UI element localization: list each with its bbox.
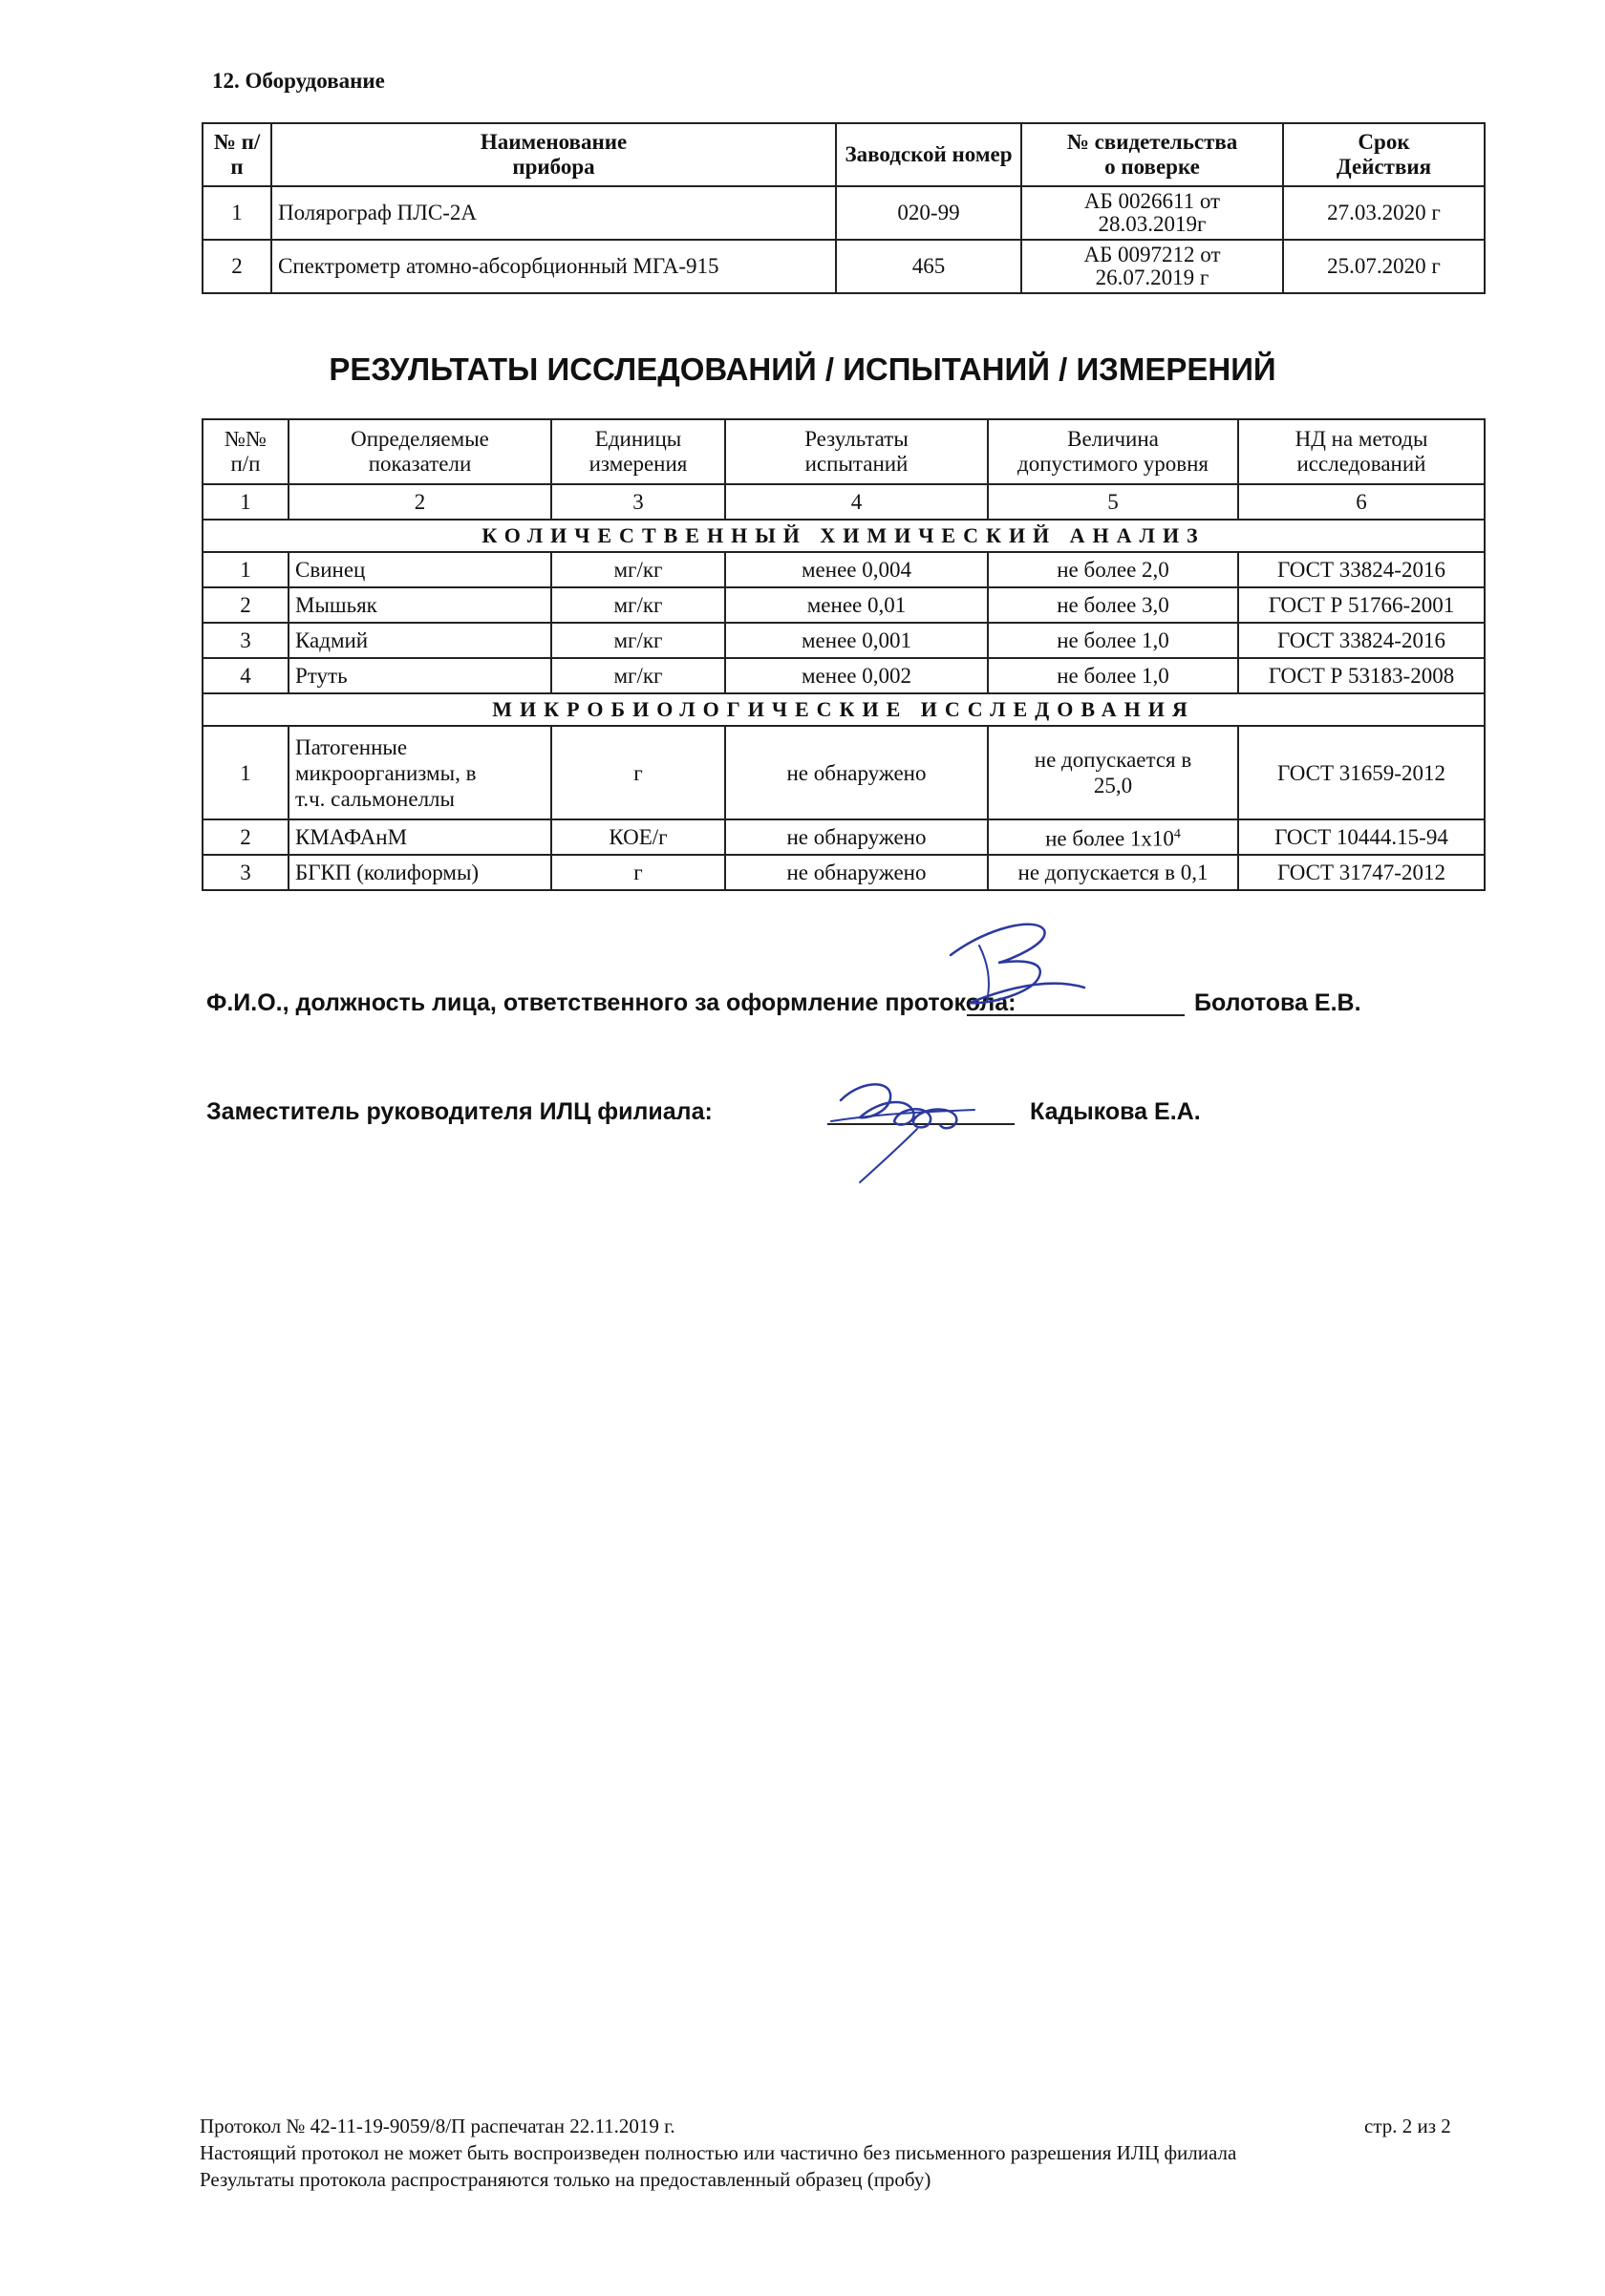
result-units: мг/кг — [551, 658, 725, 693]
result-units: мг/кг — [551, 587, 725, 623]
results-header-result: Результаты испытаний — [725, 419, 988, 484]
equipment-num: 2 — [203, 240, 271, 293]
deputy-signature — [822, 1062, 984, 1186]
page-number: стр. 2 из 2 — [1364, 2115, 1451, 2137]
result-indicator: Мышьяк — [289, 587, 551, 623]
table-row — [203, 819, 1485, 855]
equipment-header-num: № п/п — [203, 123, 271, 186]
result-method: ГОСТ Р 53183-2008 — [1238, 658, 1485, 693]
result-indicator: Ртуть — [289, 658, 551, 693]
column-number: 4 — [725, 484, 988, 520]
footer-protocol-line: Протокол № 42-11-19-9059/8/П распечатан 22.11.2019 г. — [200, 2115, 675, 2137]
result-method: ГОСТ 31659-2012 — [1238, 726, 1485, 819]
results-table — [202, 418, 1486, 891]
result-value: менее 0,001 — [725, 623, 988, 658]
result-limit: не более 3,0 — [988, 587, 1238, 623]
equipment-header-term: Срок Действия — [1283, 123, 1485, 186]
table-row — [203, 726, 1485, 819]
result-value: менее 0,004 — [725, 552, 988, 587]
footer-disclaimer-line: Настоящий протокол не может быть воспроизведен полностью или частично без письменного разрешения ИЛЦ филиала — [200, 2141, 1237, 2164]
result-num: 4 — [203, 658, 289, 693]
result-units: г — [551, 726, 725, 819]
result-limit: не допускается в 0,1 — [988, 855, 1238, 890]
result-method: ГОСТ 33824-2016 — [1238, 552, 1485, 587]
column-numbers-row — [203, 484, 1485, 520]
micro-section-title: МИКРОБИОЛОГИЧЕСКИЕ ИССЛЕДОВАНИЯ — [203, 693, 1485, 726]
chemical-section-row — [203, 520, 1485, 552]
result-limit: не допускается в 25,0 — [988, 726, 1238, 819]
result-value: не обнаружено — [725, 726, 988, 819]
result-num: 2 — [203, 587, 289, 623]
result-limit: не более 1,0 — [988, 623, 1238, 658]
result-indicator: Патогенные микроорганизмы, в т.ч. сальмонеллы — [289, 726, 551, 819]
result-indicator: Кадмий — [289, 623, 551, 658]
micro-section-row — [203, 693, 1485, 726]
result-units: мг/кг — [551, 623, 725, 658]
table-row — [203, 186, 1485, 240]
equipment-serial: 465 — [836, 240, 1021, 293]
equipment-serial: 020-99 — [836, 186, 1021, 240]
responsible-name: Болотова Е.В. — [1194, 989, 1361, 1016]
table-row — [203, 552, 1485, 587]
responsible-label: Ф.И.О., должность лица, ответственного за оформление протокола: — [206, 989, 1016, 1016]
results-header-units: Единицы измерения — [551, 419, 725, 484]
result-num: 3 — [203, 855, 289, 890]
result-num: 3 — [203, 623, 289, 658]
equipment-term: 27.03.2020 г — [1283, 186, 1485, 240]
table-row — [203, 623, 1485, 658]
result-limit: не более 1,0 — [988, 658, 1238, 693]
result-indicator: Свинец — [289, 552, 551, 587]
result-method: ГОСТ 31747-2012 — [1238, 855, 1485, 890]
table-row — [203, 855, 1485, 890]
result-method: ГОСТ Р 51766-2001 — [1238, 587, 1485, 623]
footer — [200, 2113, 1236, 2193]
deputy-name: Кадыкова Е.А. — [1030, 1098, 1201, 1125]
column-number: 5 — [988, 484, 1238, 520]
result-method: ГОСТ 10444.15-94 — [1238, 819, 1485, 855]
column-number: 6 — [1238, 484, 1485, 520]
equipment-header-row — [203, 123, 1485, 186]
result-units: мг/кг — [551, 552, 725, 587]
results-header-row — [203, 419, 1485, 484]
result-method: ГОСТ 33824-2016 — [1238, 623, 1485, 658]
results-header-indicator: Определяемые показатели — [289, 419, 551, 484]
result-units: КОЕ/г — [551, 819, 725, 855]
result-value: менее 0,01 — [725, 587, 988, 623]
equipment-term: 25.07.2020 г — [1283, 240, 1485, 293]
section-title: 12. Оборудование — [212, 69, 385, 93]
results-header-method: НД на методы исследований — [1238, 419, 1485, 484]
result-num: 2 — [203, 819, 289, 855]
result-value: не обнаружено — [725, 855, 988, 890]
equipment-name: Полярограф ПЛС-2А — [271, 186, 836, 240]
results-header-num: №№ п/п — [203, 419, 289, 484]
equipment-num: 1 — [203, 186, 271, 240]
result-num: 1 — [203, 552, 289, 587]
responsible-signature — [931, 917, 1103, 1022]
equipment-header-cert: № свидетельства о поверке — [1021, 123, 1283, 186]
result-value: не обнаружено — [725, 819, 988, 855]
result-limit: не более $1х10^4$ — [988, 819, 1238, 855]
table-row — [203, 240, 1485, 293]
results-header-limit: Величина допустимого уровня — [988, 419, 1238, 484]
column-number: 1 — [203, 484, 289, 520]
results-title: РЕЗУЛЬТАТЫ ИССЛЕДОВАНИЙ / ИСПЫТАНИЙ / ИЗМЕРЕНИЙ — [329, 351, 1276, 387]
result-indicator: КМАФАнМ — [289, 819, 551, 855]
equipment-header-name: Наименование прибора — [271, 123, 836, 186]
equipment-table — [202, 122, 1486, 294]
deputy-label: Заместитель руководителя ИЛЦ филиала: — [206, 1098, 713, 1125]
column-number: 3 — [551, 484, 725, 520]
result-indicator: БГКП (колиформы) — [289, 855, 551, 890]
footer-scope-line: Результаты протокола распространяются только на предоставленный образец (пробу) — [200, 2168, 931, 2191]
equipment-cert: АБ 0026611 от 28.03.2019г — [1021, 186, 1283, 240]
result-num: 1 — [203, 726, 289, 819]
chemical-section-title: КОЛИЧЕСТВЕННЫЙ ХИМИЧЕСКИЙ АНАЛИЗ — [203, 520, 1485, 552]
result-limit: не более 2,0 — [988, 552, 1238, 587]
result-value: менее 0,002 — [725, 658, 988, 693]
column-number: 2 — [289, 484, 551, 520]
exponent: 4 — [1173, 827, 1181, 842]
equipment-name: Спектрометр атомно-абсорбционный МГА-915 — [271, 240, 836, 293]
table-row — [203, 587, 1485, 623]
equipment-header-serial: Заводской номер — [836, 123, 1021, 186]
table-row — [203, 658, 1485, 693]
equipment-cert: АБ 0097212 от 26.07.2019 г — [1021, 240, 1283, 293]
result-units: г — [551, 855, 725, 890]
